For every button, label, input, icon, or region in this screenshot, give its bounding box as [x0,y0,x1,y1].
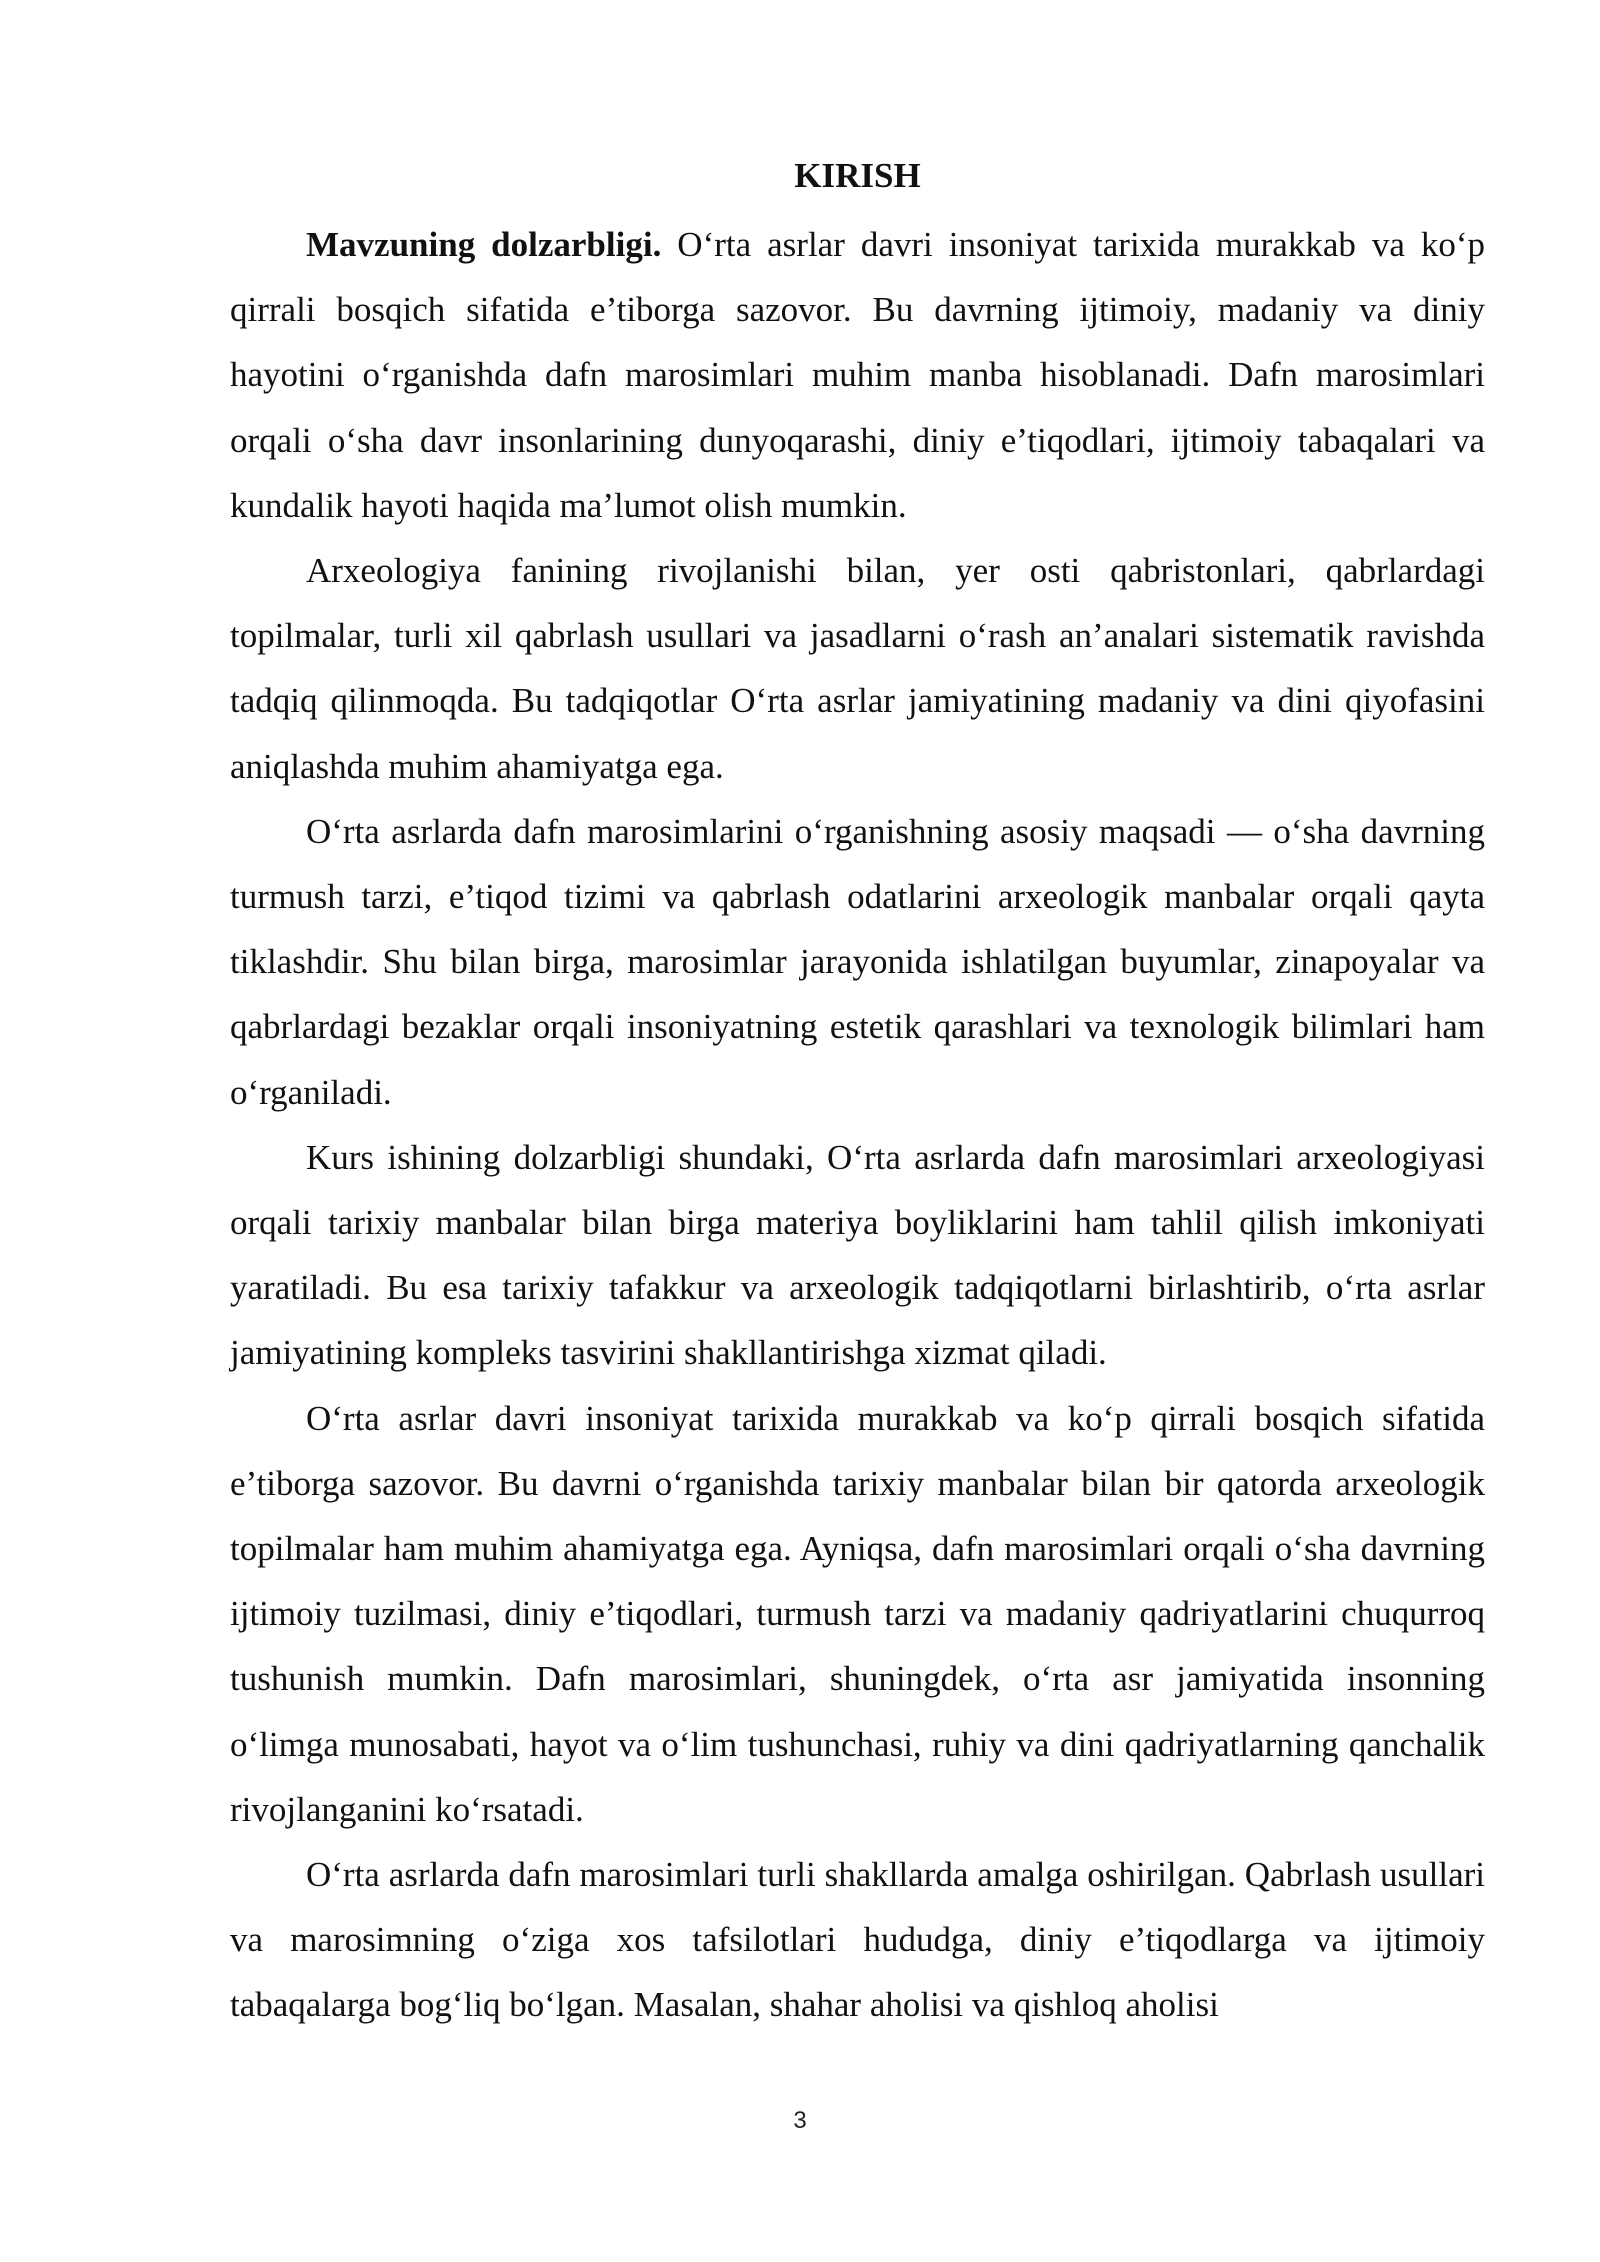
page-number: 3 [793,2107,807,2134]
paragraph-lead-bold: Mavzuning dolzarbligi. [306,225,662,264]
paragraph-1 [230,212,1485,538]
paragraph-5 [230,1386,1485,1842]
paragraph-text: O‘rta asrlarda dafn marosimlarini o‘rganishning asosiy maqsadi — o‘sha davrning turmush tarzi, e’tiqod tizimi va qabrlash odatlarini arxeologik manbalar orqali qayta tiklashdir. Shu bilan birga, marosimlar jarayonida ishlatilgan buyumlar, zinapoyalar va qabrlardagi bezaklar orqali insoniyatning estetik qarashlari va texnologik bilimlari ham o‘rganiladi. [230,811,1485,1112]
paragraph-2 [230,538,1485,799]
paragraph-text: Arxeologiya fanining rivojlanishi bilan, yer osti qabristonlari, qabrlardagi topilmalar, turli xil qabrlash usullari va jasadlarni o‘rash an’analari sistematik ravishda tadqiq qilinmoqda. Bu tadqiqotlar O‘rta asrlar jamiyatining madaniy va dini qiyofasini aniqlashda muhim ahamiyatga ega. [230,551,1485,786]
paragraph-text: O‘rta asrlar davri insoniyat tarixida murakkab va ko‘p qirrali bosqich sifatida e’tiborga sazovor. Bu davrni o‘rganishda tarixiy manbalar bilan bir qatorda arxeologik topilmalar ham muhim ahamiyatga ega. Ayniqsa, dafn marosimlari orqali o‘sha davrning ijtimoiy tuzilmasi, diniy e’tiqodlari, turmush tarzi va madaniy qadriyatlarini chuqurroq tushunish mumkin. Dafn marosimlari, shuningdek, o‘rta asr jamiyatida insonning o‘limga munosabati, hayot va o‘lim tushunchasi, ruhiy va dini qadriyatlarning qanchalik rivojlanganini ko‘rsatadi. [230,1398,1485,1829]
section-title: KIRISH [794,156,921,195]
paragraph-6 [230,1842,1485,2038]
paragraph-text: Kurs ishining dolzarbligi shundaki, O‘rta asrlarda dafn marosimlari arxeologiyasi orqali tarixiy manbalar bilan birga materiya boyliklarini ham tahlil qilish imkoniyati yaratiladi. Bu esa tarixiy tafakkur va arxeologik tadqiqotlarni birlashtirib, o‘rta asrlar jamiyatining kompleks tasvirini shakllantirishga xizmat qiladi. [230,1137,1485,1373]
paragraph-4 [230,1125,1485,1386]
document-body [230,148,1485,2038]
paragraph-text: O‘rta asrlarda dafn marosimlari turli shakllarda amalga oshirilgan. Qabrlash usullari va marosimning o‘ziga xos tafsilotlari hududga, diniy e’tiqodlarga va ijtimoiy tabaqalarga bog‘liq bo‘lgan. Masalan, shahar aholisi va qishloq aholisi [230,1855,1485,2025]
paragraph-3 [230,799,1485,1125]
paragraph-text: O‘rta asrlar davri insoniyat tarixida murakkab va ko‘p qirrali bosqich sifatida e’tiborga sazovor. Bu davrning ijtimoiy, madaniy va diniy hayotini o‘rganishda dafn marosimlari muhim manba hisoblanadi. Dafn marosimlari orqali o‘sha davr insonlarining dunyoqarashi, diniy e’tiqodlari, ijtimoiy tabaqalari va kundalik hayoti haqida ma’lumot olish mumkin. [230,225,1485,525]
